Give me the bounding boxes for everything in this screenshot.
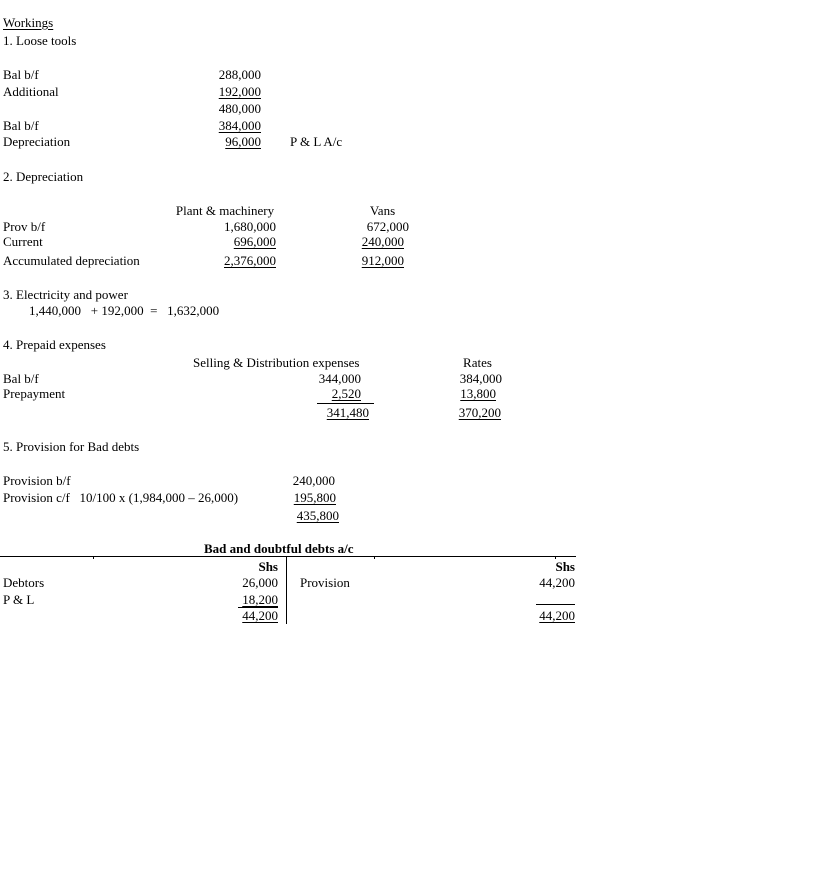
loose-tools-pl-note: P & L A/c <box>290 134 343 149</box>
prepaid-selling-balbf: 344,000 <box>318 371 361 386</box>
loose-tools-label-balbf2: Bal b/f <box>3 118 39 133</box>
ledger-divider <box>286 556 287 624</box>
loose-tools-amount-depreciation: 96,000 <box>225 134 261 149</box>
prepaid-rates-balbf: 384,000 <box>459 371 502 386</box>
bad-debts-heading: 5. Provision for Bad debts <box>3 439 140 454</box>
bad-debts-row2-label: Provision c/f 10/100 x (1,984,000 – 26,000) <box>3 490 239 505</box>
depreciation-label-accumulated: Accumulated depreciation <box>3 253 140 268</box>
prepaid-selling-total: 341,480 <box>326 405 369 420</box>
bad-debts-total: 435,800 <box>296 508 339 523</box>
depreciation-plant-current: 696,000 <box>233 234 276 249</box>
ledger-credit-total: 44,200 <box>539 608 575 623</box>
loose-tools-amount-balbf: 288,000 <box>218 67 261 82</box>
ledger-top-rule <box>0 556 576 557</box>
ledger-debit-label-pl: P & L <box>3 592 35 607</box>
depreciation-plant-accumulated: 2,376,000 <box>224 253 276 268</box>
prepaid-selling-prepayment: 2,520 <box>331 386 361 401</box>
prepaid-col-rates: Rates <box>463 355 492 370</box>
ledger-credit-label-provision: Provision <box>300 575 350 590</box>
prepaid-col-selling: Selling & Distribution expenses <box>193 355 360 370</box>
ledger-tick-2 <box>374 556 375 559</box>
loose-tools-amount-balbf2: 384,000 <box>218 118 261 133</box>
depreciation-heading: 2. Depreciation <box>3 169 84 184</box>
electricity-calc: 1,440,000 + 192,000 = 1,632,000 <box>29 303 220 318</box>
loose-tools-amount-total: 480,000 <box>218 101 261 116</box>
depreciation-plant-provbf: 1,680,000 <box>224 219 276 234</box>
ledger-debit-label-debtors: Debtors <box>3 575 45 590</box>
bad-debts-row1-label: Provision b/f <box>3 473 71 488</box>
prepaid-label-prepayment: Prepayment <box>3 386 66 401</box>
depreciation-label-provbf: Prov b/f <box>3 219 46 234</box>
workings-title: Workings <box>3 15 54 30</box>
bad-debts-row1-amount: 240,000 <box>292 473 335 488</box>
loose-tools-heading: 1. Loose tools <box>3 33 77 48</box>
depreciation-col-vans: Vans <box>369 203 396 218</box>
prepaid-rates-prepayment: 13,800 <box>460 386 496 401</box>
prepaid-heading: 4. Prepaid expenses <box>3 337 106 352</box>
loose-tools-label-depreciation: Depreciation <box>3 134 71 149</box>
depreciation-vans-accumulated: 912,000 <box>361 253 404 268</box>
loose-tools-amount-additional: 192,000 <box>218 84 261 99</box>
ledger-debit-amount-pl: 18,200 <box>242 592 278 607</box>
ledger-credit-amount-provision: 44,200 <box>539 575 575 590</box>
depreciation-label-current: Current <box>3 234 43 249</box>
ledger-credit-total-rule <box>536 604 575 605</box>
ledger-debit-total: 44,200 <box>242 608 278 623</box>
ledger-credit-currency: Shs <box>555 559 575 574</box>
ledger-tick-1 <box>93 556 94 559</box>
ledger-debit-currency: Shs <box>258 559 278 574</box>
loose-tools-label-balbf: Bal b/f <box>3 67 39 82</box>
depreciation-vans-provbf: 672,000 <box>366 219 409 234</box>
bad-debts-row2-amount: 195,800 <box>293 490 336 505</box>
prepaid-rates-total: 370,200 <box>458 405 501 420</box>
depreciation-col-plant: Plant & machinery <box>175 203 275 218</box>
loose-tools-label-additional: Additional <box>3 84 59 99</box>
electricity-heading: 3. Electricity and power <box>3 287 128 302</box>
depreciation-vans-current: 240,000 <box>361 234 404 249</box>
prepaid-label-balbf: Bal b/f <box>3 371 39 386</box>
ledger-debit-amount-debtors: 26,000 <box>242 575 278 590</box>
ledger-title: Bad and doubtful debts a/c <box>204 541 354 556</box>
